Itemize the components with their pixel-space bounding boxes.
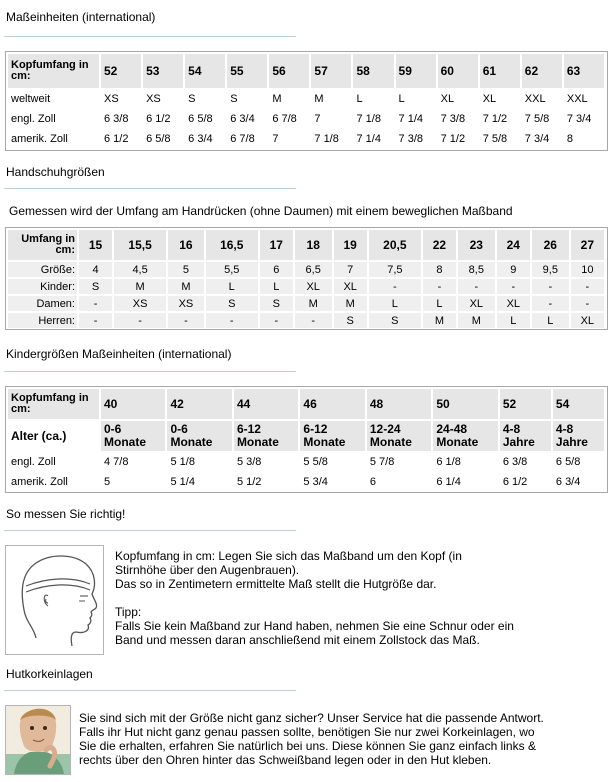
table-cell: 9,5 [532,262,569,277]
tip-line: Band und messen daran anschließend mit einem Zollstock das Maß. [115,633,480,647]
kids-size-table [6,387,606,493]
table-cell: 7 5/8 [522,110,562,128]
table-cell: 7 3/4 [522,130,562,148]
table-cell: XS [143,90,183,108]
kids-size-header-row [8,389,604,419]
table-cell: 6 5/8 [143,130,183,148]
kids-age-label: Alter (ca.) [8,421,99,451]
kids-age-cell [500,421,551,451]
section-divider [4,188,296,189]
hat-size-header-label: Kopfumfang in cm: [8,54,99,88]
section-divider [4,530,296,531]
table-cell: M [168,279,204,294]
hat-size-header-cell: 62 [522,54,562,88]
table-cell: 5 3/4 [300,473,364,491]
table-cell: 7 1/2 [480,110,520,128]
age-unit: Monate [369,435,412,449]
table-cell: S [206,296,258,311]
age-range: 0-6 [170,422,188,436]
kids-age-cell [300,421,364,451]
age-range: 0-6 [104,422,122,436]
age-unit: Monate [236,435,279,449]
cork-insert-line: Falls ihr Hut nicht ganz genau passen sollte, benötigen Sie nur zwei Korkeinlagen, wo [79,725,535,739]
measure-instruction-line: Stirnhöhe über den Augenbrauen). [115,563,300,577]
section-title-measure-howto: So messen Sie richtig! [6,507,126,521]
table-cell: 7 1/4 [396,110,436,128]
glove-size-header-row [8,230,604,260]
cork-insert-line: Sie sind sich mit der Größe nicht ganz sicher? Unser Service hat die passende Antwort. [79,711,544,725]
table-cell: M [423,313,456,328]
kids-size-header-label: Kopfumfang in cm: [8,389,99,419]
table-cell: S [369,313,421,328]
hat-size-header-cell: 56 [269,54,309,88]
table-cell: 6 3/4 [185,130,225,148]
kids-age-cell [433,421,497,451]
table-cell: 7,5 [369,262,421,277]
table-cell: 5 7/8 [367,453,431,471]
row-label: engl. Zoll [8,453,99,471]
table-row [8,473,604,491]
kids-age-cell [234,421,298,451]
row-label: amerik. Zoll [8,473,99,491]
table-row [8,313,604,328]
table-cell: 7 1/2 [438,130,478,148]
table-cell: 7 3/8 [438,110,478,128]
tip-line: Falls Sie kein Maßband zur Hand haben, nehmen Sie eine Schnur oder ein [115,619,514,633]
hat-size-header-row [8,54,604,88]
table-cell: 10 [571,262,604,277]
measure-instruction-line: Das so in Zentimetern ermittelte Maß stellt die Hutgröße dar. [115,577,437,591]
section-title-cork-inserts: Hutkorkeinlagen [6,667,93,681]
table-cell: 4 7/8 [101,453,165,471]
kids-size-header-cell: 46 [300,389,364,419]
row-label: Kinder: [8,279,77,294]
section-divider [4,36,296,37]
table-cell: 6 1/4 [433,473,497,491]
hat-size-header-cell: 54 [185,54,225,88]
table-cell: 6 1/2 [101,130,141,148]
table-cell: XXL [564,90,604,108]
table-cell: - [369,279,421,294]
age-unit: Monate [170,435,213,449]
age-range: 24-48 [436,422,468,436]
table-cell: 7 [334,262,367,277]
age-range: 6-12 [303,422,328,436]
table-cell: 6 5/8 [553,453,604,471]
table-cell: 6 1/8 [433,453,497,471]
measure-instruction-line: Kopfumfang in cm: Legen Sie sich das Maßband um den Kopf (in [115,549,462,563]
table-cell: M [295,296,332,311]
table-cell: L [353,90,393,108]
kids-size-header-cell: 40 [101,389,165,419]
table-cell: 5 3/8 [234,453,298,471]
glove-size-header-cell: 16,5 [206,230,258,260]
table-cell: - [532,296,569,311]
table-cell: 7 3/4 [564,110,604,128]
table-cell: - [532,279,569,294]
table-cell: 7 1/8 [311,130,351,148]
glove-size-table-box [5,227,608,330]
thinking-man-icon [6,706,70,774]
table-row [8,262,604,277]
table-cell: 5 1/2 [234,473,298,491]
glove-size-header-label: Umfang in cm: [8,230,77,260]
hat-size-header-cell: 52 [101,54,141,88]
section-divider [4,371,296,372]
table-cell: S [185,90,225,108]
cork-insert-line: Sie die erhalten, erfahren Sie natürlich bei uns. Diese können Sie ganz einfach links & [79,739,536,753]
kids-age-cell [101,421,165,451]
table-cell: 7 5/8 [480,130,520,148]
table-cell: - [114,313,166,328]
table-cell: 6 3/4 [553,473,604,491]
glove-size-table [6,228,606,330]
kids-size-header-cell: 42 [167,389,231,419]
table-cell: 5 1/4 [167,473,231,491]
glove-size-header-cell: 20,5 [369,230,421,260]
hat-size-header-cell: 57 [311,54,351,88]
table-cell: XL [458,296,495,311]
table-cell: L [260,279,293,294]
table-cell: M [311,90,351,108]
table-cell: 5 [168,262,204,277]
table-cell: - [168,313,204,328]
table-cell: 6 [260,262,293,277]
kids-size-header-cell: 54 [553,389,604,419]
table-cell: 5 1/8 [167,453,231,471]
glove-size-header-cell: 18 [295,230,332,260]
table-cell: 6 5/8 [185,110,225,128]
hat-size-table [6,52,606,150]
table-cell: XL [438,90,478,108]
table-cell: - [206,313,258,328]
age-unit: Jahre [502,435,535,449]
glove-size-header-cell: 16 [168,230,204,260]
table-cell: XXL [522,90,562,108]
kids-size-header-cell: 52 [500,389,551,419]
glove-size-header-cell: 23 [458,230,495,260]
tip-label: Tipp: [115,605,142,619]
kids-size-header-cell: 50 [433,389,497,419]
kids-age-row [8,421,604,451]
hat-size-header-cell: 55 [227,54,267,88]
hat-size-header-cell: 60 [438,54,478,88]
section-title-kids: Kindergrößen Maßeinheiten (international) [6,347,232,361]
table-cell: XL [497,296,530,311]
head-measure-illustration [5,545,104,655]
kids-size-table-box [5,386,608,493]
hat-size-header-cell: 58 [353,54,393,88]
glove-size-header-cell: 26 [532,230,569,260]
glove-size-header-cell: 27 [571,230,604,260]
table-cell: 6 3/4 [227,110,267,128]
section-divider [4,690,296,691]
table-cell: 5 5/8 [300,453,364,471]
kids-age-cell [367,421,431,451]
measure-instructions [115,549,605,647]
table-row [8,110,604,128]
head-measure-icon [6,546,103,654]
table-cell: - [260,313,293,328]
age-unit: Monate [303,435,346,449]
table-cell: - [79,313,112,328]
table-cell: S [260,296,293,311]
table-cell: 4,5 [114,262,166,277]
kids-age-cell [553,421,604,451]
table-row [8,296,604,311]
table-cell: 7 [269,130,309,148]
table-cell: 5,5 [206,262,258,277]
kids-size-header-cell: 48 [367,389,431,419]
section-title-measurements: Maßeinheiten (international) [6,10,156,24]
table-cell: 4 [79,262,112,277]
hat-size-table-box [5,51,608,151]
table-cell: L [532,313,569,328]
table-cell: M [458,313,495,328]
row-label: Größe: [8,262,77,277]
table-cell: - [295,313,332,328]
table-cell: - [571,296,604,311]
table-cell: - [497,279,530,294]
cork-insert-text [79,711,609,767]
age-range: 12-24 [369,422,401,436]
table-cell: XL [334,279,367,294]
hat-size-header-cell: 59 [396,54,436,88]
table-cell: 6 7/8 [269,110,309,128]
table-cell: - [423,279,456,294]
row-label: Herren: [8,313,77,328]
table-cell: 7 3/8 [396,130,436,148]
hat-size-header-cell: 61 [480,54,520,88]
age-range: 4-8 [555,422,574,436]
table-cell: S [79,279,112,294]
row-label: weltweit [8,90,99,108]
glove-size-header-cell: 17 [260,230,293,260]
table-cell: 8 [564,130,604,148]
row-label: engl. Zoll [8,110,99,128]
glove-intro-text: Gemessen wird der Umfang am Handrücken (ohne Daumen) mit einem beweglichen Maßband [9,204,513,218]
table-cell: 6 [367,473,431,491]
glove-size-header-cell: 24 [497,230,530,260]
table-cell: 6,5 [295,262,332,277]
table-cell: - [458,279,495,294]
hat-size-header-cell: 53 [143,54,183,88]
table-cell: 6 1/2 [143,110,183,128]
table-cell: L [396,90,436,108]
table-cell: M [269,90,309,108]
age-unit: Jahre [555,435,588,449]
glove-size-header-cell: 22 [423,230,456,260]
table-cell: 6 1/2 [500,473,551,491]
table-cell: 8 [423,262,456,277]
age-unit: Monate [436,435,479,449]
age-range: 4-8 [502,422,521,436]
row-label: Damen: [8,296,77,311]
table-cell: S [227,90,267,108]
table-cell: L [497,313,530,328]
table-cell: XS [101,90,141,108]
kids-age-cell [167,421,231,451]
table-cell: L [423,296,456,311]
glove-size-header-cell: 15 [79,230,112,260]
table-row [8,130,604,148]
table-row [8,453,604,471]
table-row [8,90,604,108]
table-row [8,279,604,294]
kids-size-header-cell: 44 [234,389,298,419]
table-cell: 6 3/8 [101,110,141,128]
table-cell: 5 [101,473,165,491]
table-cell: 6 3/8 [500,453,551,471]
table-cell: 7 [311,110,351,128]
table-cell: M [334,296,367,311]
table-cell: S [334,313,367,328]
cork-insert-line: rechts über den Ohren hinter das Schweißband legen oder in den Hut kleben. [79,753,492,767]
table-cell: XL [295,279,332,294]
row-label: amerik. Zoll [8,130,99,148]
age-unit: Monate [104,435,146,449]
glove-size-header-cell: 15,5 [114,230,166,260]
table-cell: XL [480,90,520,108]
table-cell: XL [571,313,604,328]
table-cell: 7 1/8 [353,110,393,128]
table-cell: - [79,296,112,311]
table-cell: 7 1/4 [353,130,393,148]
table-cell: L [206,279,258,294]
table-cell: - [571,279,604,294]
age-range: 6-12 [236,422,261,436]
table-cell: XS [114,296,166,311]
section-title-gloves: Handschuhgrößen [6,165,105,179]
thinking-man-photo [5,705,71,775]
table-cell: 9 [497,262,530,277]
table-cell: 6 7/8 [227,130,267,148]
table-cell: M [114,279,166,294]
table-cell: 8,5 [458,262,495,277]
hat-size-header-cell: 63 [564,54,604,88]
table-cell: XS [168,296,204,311]
table-cell: L [369,296,421,311]
glove-size-header-cell: 19 [334,230,367,260]
